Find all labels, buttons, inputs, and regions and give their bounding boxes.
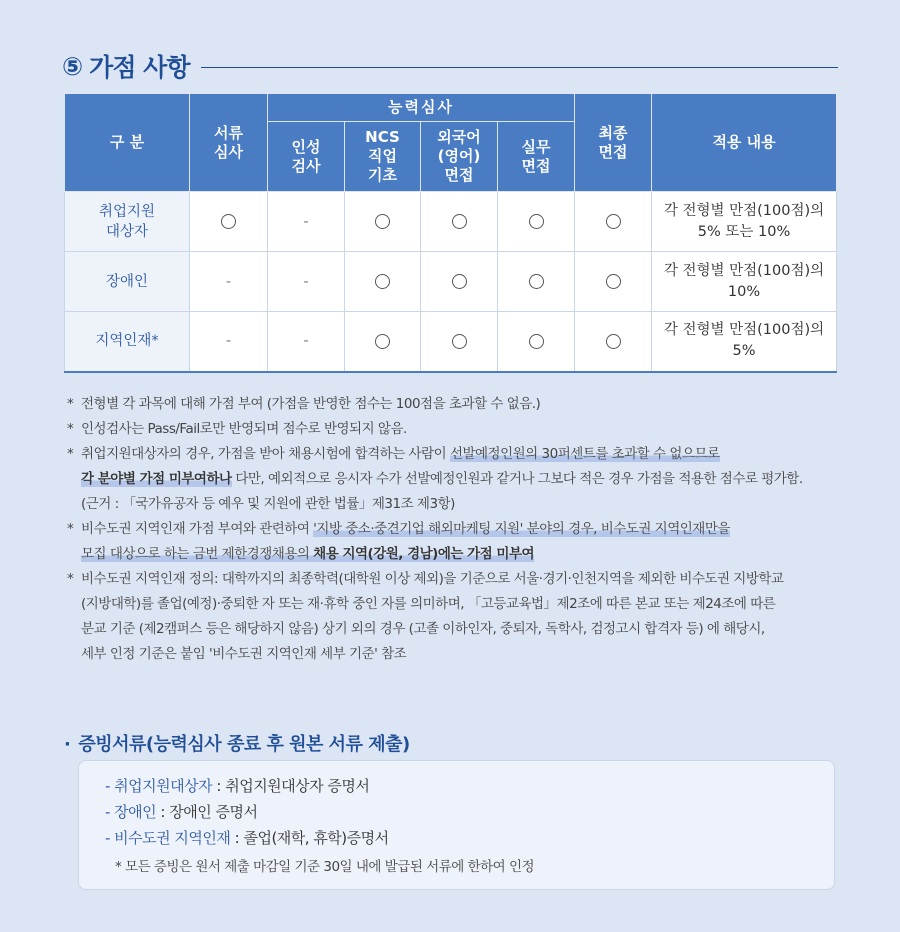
notes [64,392,854,667]
note-1: * 전형별 각 과목에 대해 가점 부여 (가점을 반영한 점수는 100점을 초과할 수 없음.) [67,396,541,412]
row-category: 지역인재* [65,312,190,372]
applies-mark [345,312,421,372]
header-content: 적용 내용 [652,94,837,192]
section-heading [62,48,838,84]
heading-rule [201,67,838,68]
applies-mark [421,312,498,372]
circle-icon [452,334,467,349]
highlight-text: 모집 대상으로 하는 금번 제한경쟁채용의 [81,546,314,562]
row-category: 장애인 [65,252,190,312]
applies-mark [498,312,575,372]
applies-mark [575,252,652,312]
not-applicable-mark: - [268,192,345,252]
header-category: 구 분 [65,94,190,192]
proof-documents-box [78,760,835,890]
applies-mark [575,312,652,372]
note-4: * 비수도권 지역인재 가점 부여와 관련하여 '지방 중소·중견기업 해외마케팅 지원' 분야의 경우, 비수도권 지역인재만을 모집 대상으로 하는 금번 제한경쟁채용의 채용 지역(강원, 경남)에는 가점 미부여 [67,521,730,562]
row-content: 각 전형별 만점(100점)의 5% 또는 10% [652,192,837,252]
applies-mark [498,192,575,252]
applies-mark [575,192,652,252]
header-ability-group: 능력심사 [268,94,575,122]
section-number: ⑤ [62,51,84,81]
section-title: 가점 사항 [89,53,190,82]
highlight-bold-text: 채용 지역(강원, 경남)에는 가점 미부여 [313,546,535,562]
header-ncs: NCS 직업 기초 [345,122,421,192]
circle-icon [221,214,236,229]
highlight-bold-text: 각 분야별 가점 미부여하나 [81,471,232,487]
row-content: 각 전형별 만점(100점)의 5% [652,312,837,372]
circle-icon [529,334,544,349]
applies-mark [345,252,421,312]
row-content: 각 전형별 만점(100점)의 10% [652,252,837,312]
proof-item: - 취업지원대상자 : 취업지원대상자 증명서 [105,777,370,795]
proof-documents-heading: · 증빙서류(능력심사 종료 후 원본 서류 제출) [64,734,410,755]
header-personality: 인성 검사 [268,122,345,192]
circle-icon [606,274,621,289]
circle-icon [452,274,467,289]
proof-item: - 장애인 : 장애인 증명서 [105,803,258,821]
proof-item: - 비수도권 지역인재 : 졸업(재학, 휴학)증명서 [105,829,389,847]
header-practical: 실무 면접 [498,122,575,192]
table-row [65,312,837,372]
highlight-text: 선발예정인원의 30퍼센트를 초과할 수 없으므로 [449,446,720,462]
proof-footnote: * 모든 증빙은 원서 제출 마감일 기준 30일 내에 발급된 서류에 한하여 인정 [115,859,535,875]
applies-mark [421,192,498,252]
circle-icon [375,274,390,289]
not-applicable-mark: - [190,312,268,372]
bonus-points-table [64,93,837,373]
note-5: * 비수도권 지역인재 정의: 대학까지의 최종학력(대학원 이상 제외)을 기준으로 서울·경기·인천지역을 제외한 비수도권 지방학교 (지방대학)를 졸업(예정)·중퇴한 자 또는 재·휴학 중인 자를 의미하며, 「고등교육법」제2조에 따른 본교 또는 제24조에 따른 분교 기준 (제2캠퍼스 등은 해당하지 않음) 상기 외의 경우 (고졸 이하인자, 중퇴자, 독학사, 검정고시 합격자 등) 에 해당시, 세부 인정 기준은 붙임 '비수도권 지역인재 세부 기준' 참조 [67,571,784,662]
row-category: 취업지원 대상자 [65,192,190,252]
header-document: 서류 심사 [190,94,268,192]
table-row [65,192,837,252]
table-row [65,252,837,312]
note-2: * 인성검사는 Pass/Fail로만 반영되며 점수로 반영되지 않음. [67,421,407,437]
note-3: * 취업지원대상자의 경우, 가점을 받아 채용시험에 합격하는 사람이 선발예정인원의 30퍼센트를 초과할 수 없으므로 각 분야별 가점 미부여하나 다만, 예외적으로 응시자 수가 선발예정인원과 같거나 그보다 적은 경우 가점을 적용한 점수로 평가함. (근거 : 「국가유공자 등 예우 및 지원에 관한 법률」제31조 제3항) [67,446,803,512]
not-applicable-mark: - [268,252,345,312]
not-applicable-mark: - [190,252,268,312]
not-applicable-mark: - [268,312,345,372]
circle-icon [606,214,621,229]
header-foreign: 외국어 (영어) 면접 [421,122,498,192]
applies-mark [345,192,421,252]
circle-icon [529,214,544,229]
highlight-text: '지방 중소·중견기업 해외마케팅 지원' 분야의 경우, 비수도권 지역인재만을 [313,521,730,537]
applies-mark [498,252,575,312]
circle-icon [529,274,544,289]
circle-icon [375,334,390,349]
header-final: 최종 면접 [575,94,652,192]
circle-icon [606,334,621,349]
circle-icon [452,214,467,229]
applies-mark [190,192,268,252]
circle-icon [375,214,390,229]
applies-mark [421,252,498,312]
